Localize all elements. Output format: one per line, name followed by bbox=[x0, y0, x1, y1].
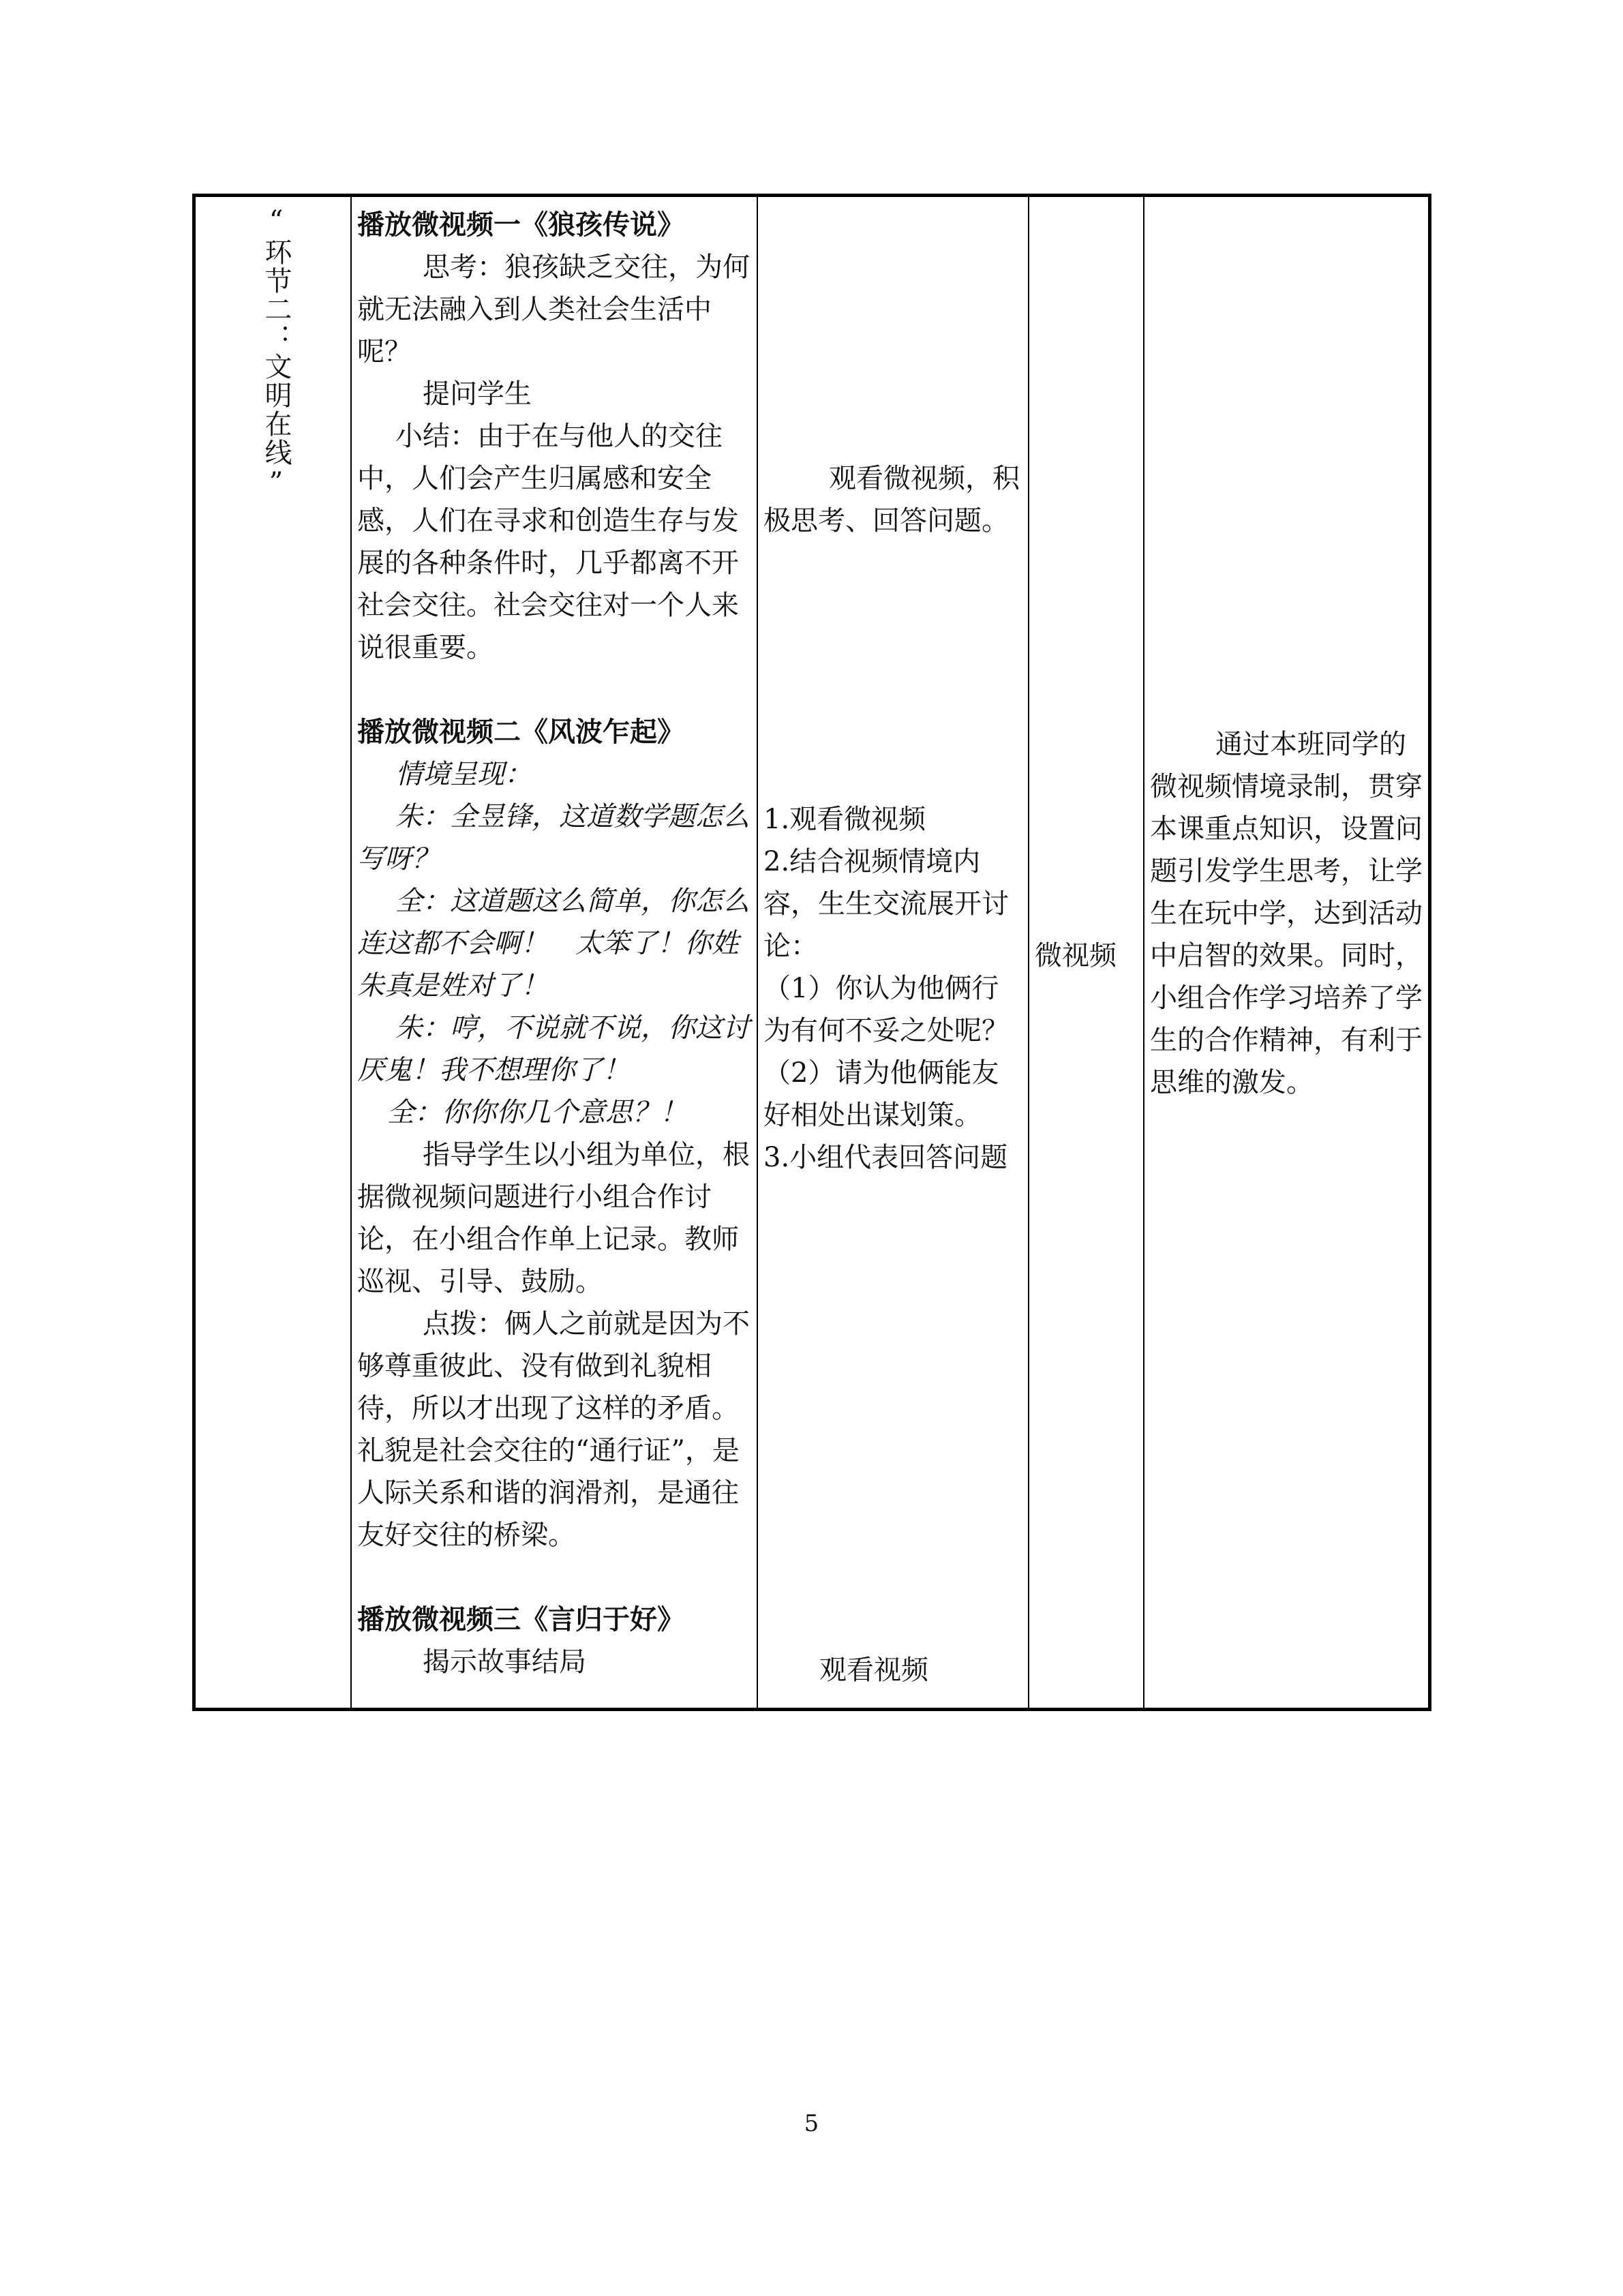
design-intent-cell bbox=[1144, 197, 1431, 1708]
student-step-3: 3.小组代表回答问题 bbox=[763, 1142, 1008, 1173]
video1-ask: 提问学生 bbox=[423, 378, 532, 410]
student-step-1: 1.观看微视频 bbox=[763, 804, 926, 835]
video3-title: 播放微视频三《言归于好》 bbox=[357, 1603, 684, 1635]
student-activity-1: 观看微视频，积极思考、回答问题。 bbox=[763, 463, 1020, 537]
video1-summary: 小结：由于在与他人的交往中，人们会产生归属感和安全感，人们在寻求和创造生存与发展的各种条件时，几乎都离不开社会交往。社会交往对一个人来说很重要。 bbox=[357, 421, 739, 663]
video2-dialogue-2: 全：这道题这么简单，你怎么连这都不会啊！ 太笨了！你姓朱真是姓对了！ bbox=[357, 886, 750, 1001]
design-intent: 通过本班同学的微视频情境录制，贯穿本课重点知识，设置问题引发学生思考，让学生在玩中学，达到活动中启智的效果。同时，小组合作学习培养了学生的合作精神，有利于思维的激发。 bbox=[1150, 729, 1423, 1098]
video2-dialogue-3: 朱：哼，不说就不说，你这讨厌鬼！我不想理你了！ bbox=[357, 1012, 750, 1086]
lesson-plan-table bbox=[192, 194, 1431, 1711]
video2-dialogue-4: 全：你你你几个意思？！ bbox=[387, 1097, 687, 1128]
student-step-2: 2.结合视频情境内容，生生交流展开讨论： bbox=[763, 846, 1009, 962]
media-cell bbox=[1029, 197, 1143, 1708]
teacher-activity-cell bbox=[352, 197, 757, 1708]
student-activity-2 bbox=[763, 798, 1025, 1179]
stage-label: “环节二：文明在线” bbox=[260, 205, 292, 500]
video2-point: 点拨：俩人之前就是因为不够尊重彼此、没有做到礼貌相待，所以才出现了这样的矛盾。礼貌是社会交往的“通行证”，是人际关系和谐的润滑剂，是通往友好交往的桥梁。 bbox=[357, 1308, 750, 1551]
page-number: 5 bbox=[804, 2110, 819, 2137]
video2-dialogue-1: 朱：全昱锋，这道数学题怎么写呀？ bbox=[357, 801, 750, 875]
video3-reveal: 揭示故事结局 bbox=[423, 1646, 586, 1678]
student-step-2-q2: （2）请为他俩能友好相处出谋划策。 bbox=[763, 1057, 999, 1131]
video2-guide: 指导学生以小组为单位，根据微视频问题进行小组合作讨论，在小组合作单上记录。教师巡视、引导、鼓励。 bbox=[357, 1139, 750, 1297]
video1-question: 思考：狼孩缺乏交往，为何就无法融入到人类社会生活中呢？ bbox=[357, 252, 750, 367]
video2-scene: 情境呈现： bbox=[395, 759, 532, 790]
student-step-2-q1: （1）你认为他俩行为有何不妥之处呢？ bbox=[763, 973, 1009, 1046]
video2-title: 播放微视频二《风波乍起》 bbox=[357, 716, 684, 748]
video1-title: 播放微视频一《狼孩传说》 bbox=[357, 209, 684, 241]
student-activity-3: 观看视频 bbox=[819, 1655, 928, 1686]
student-activity-cell bbox=[758, 197, 1028, 1708]
media-label: 微视频 bbox=[1035, 940, 1117, 971]
stage-cell bbox=[196, 197, 350, 1708]
